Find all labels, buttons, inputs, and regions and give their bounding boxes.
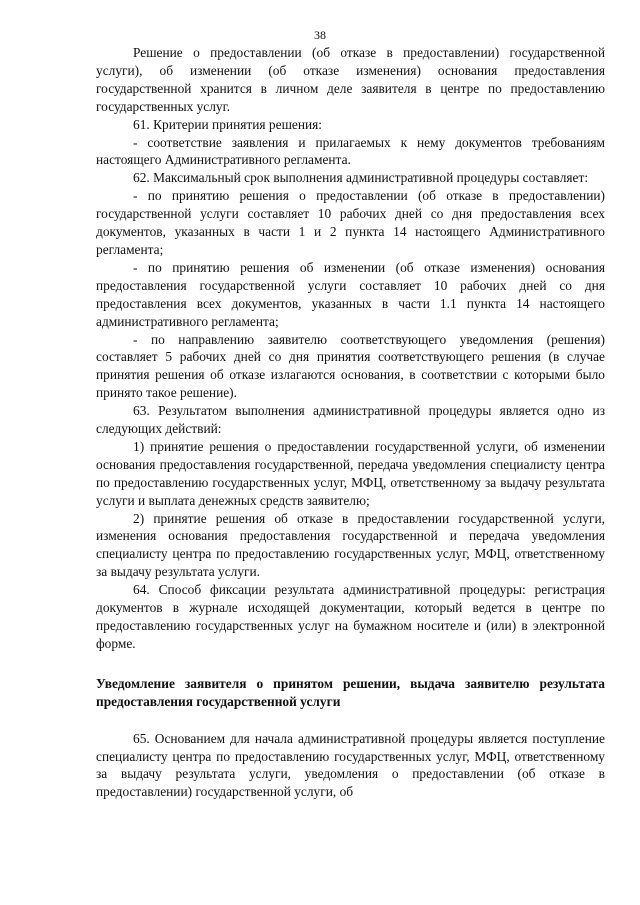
paragraph-62-item-1: - по принятию решения о предоставлении (об отказе в предоставлении) государственной услуги составляет 10 рабочих дней со дня предоставления всех документов, указанных в части 1 и 2 пункта 14 настоящего Административного регламента;	[96, 188, 605, 257]
paragraph-decision-storage: Решение о предоставлении (об отказе в предоставлении) государственной услуги), об изменении (об отказе изменения) основания предоставления государственной хранится в личном деле заявителя в центре по предоставлению государственных услуг.	[96, 45, 605, 114]
paragraph-62: 62. Максимальный срок выполнения административной процедуры составляет:	[133, 170, 589, 186]
paragraph-63: 63. Результатом выполнения административной процедуры является одно из следующих действий:	[96, 403, 605, 437]
paragraph-63-item-1: 1) принятие решения о предоставлении государственной услуги, об изменении основания предоставления государственной, передача уведомления специалисту центра по предоставлению государственных услуг, МФЦ, ответственному за выдачу результата услуги и выплата денежных средств заявителю;	[96, 438, 605, 508]
paragraph-62-item-2: - по принятию решения об изменении (об отказе изменения) основания предоставления государственной услуги составляет 10 рабочих дней со дня предоставления всех документов, указанных в части 1.1 пункта 14 настоящего административного регламента;	[96, 259, 605, 329]
paragraph-65: 65. Основанием для начала административной процедуры является поступление специалисту центра по предоставлению государственных услуг, МФЦ, ответственному за выдачу результата услуги, уведомления о предоставлении (об отказе в предоставлении) государственной услуги, об	[96, 730, 605, 800]
paragraph-61: 61. Критерии принятия решения:	[133, 116, 323, 132]
page-number: 38	[314, 28, 326, 42]
document-body	[96, 44, 605, 801]
paragraph-64: 64. Способ фиксации результата административной процедуры: регистрация документов в журнале исходящей документации, который ведется в центре по предоставлению государственных услуг на бумажном носителе и (или) в электронной форме.	[96, 582, 605, 651]
section-heading: Уведомление заявителя о принятом решении, выдача заявителю результата предоставления государственной услуги	[96, 675, 605, 709]
paragraph-62-item-3: - по направлению заявителю соответствующего уведомления (решения) составляет 5 рабочих дней со дня принятия соответствующего решения (в случае принятия решения об отказе излагаются основания, в соответствии с которыми было принято такое решение).	[96, 331, 605, 401]
paragraph-63-item-2: 2) принятие решения об отказе в предоставлении государственной услуги, изменения основания предоставления государственной и передача уведомления специалисту центра по предоставлению государственных услуг, МФЦ, ответственному за выдачу результата услуги.	[96, 510, 605, 580]
paragraph-61-criteria: - соответствие заявления и прилагаемых к нему документов требованиям настоящего Административного регламента.	[96, 134, 605, 168]
